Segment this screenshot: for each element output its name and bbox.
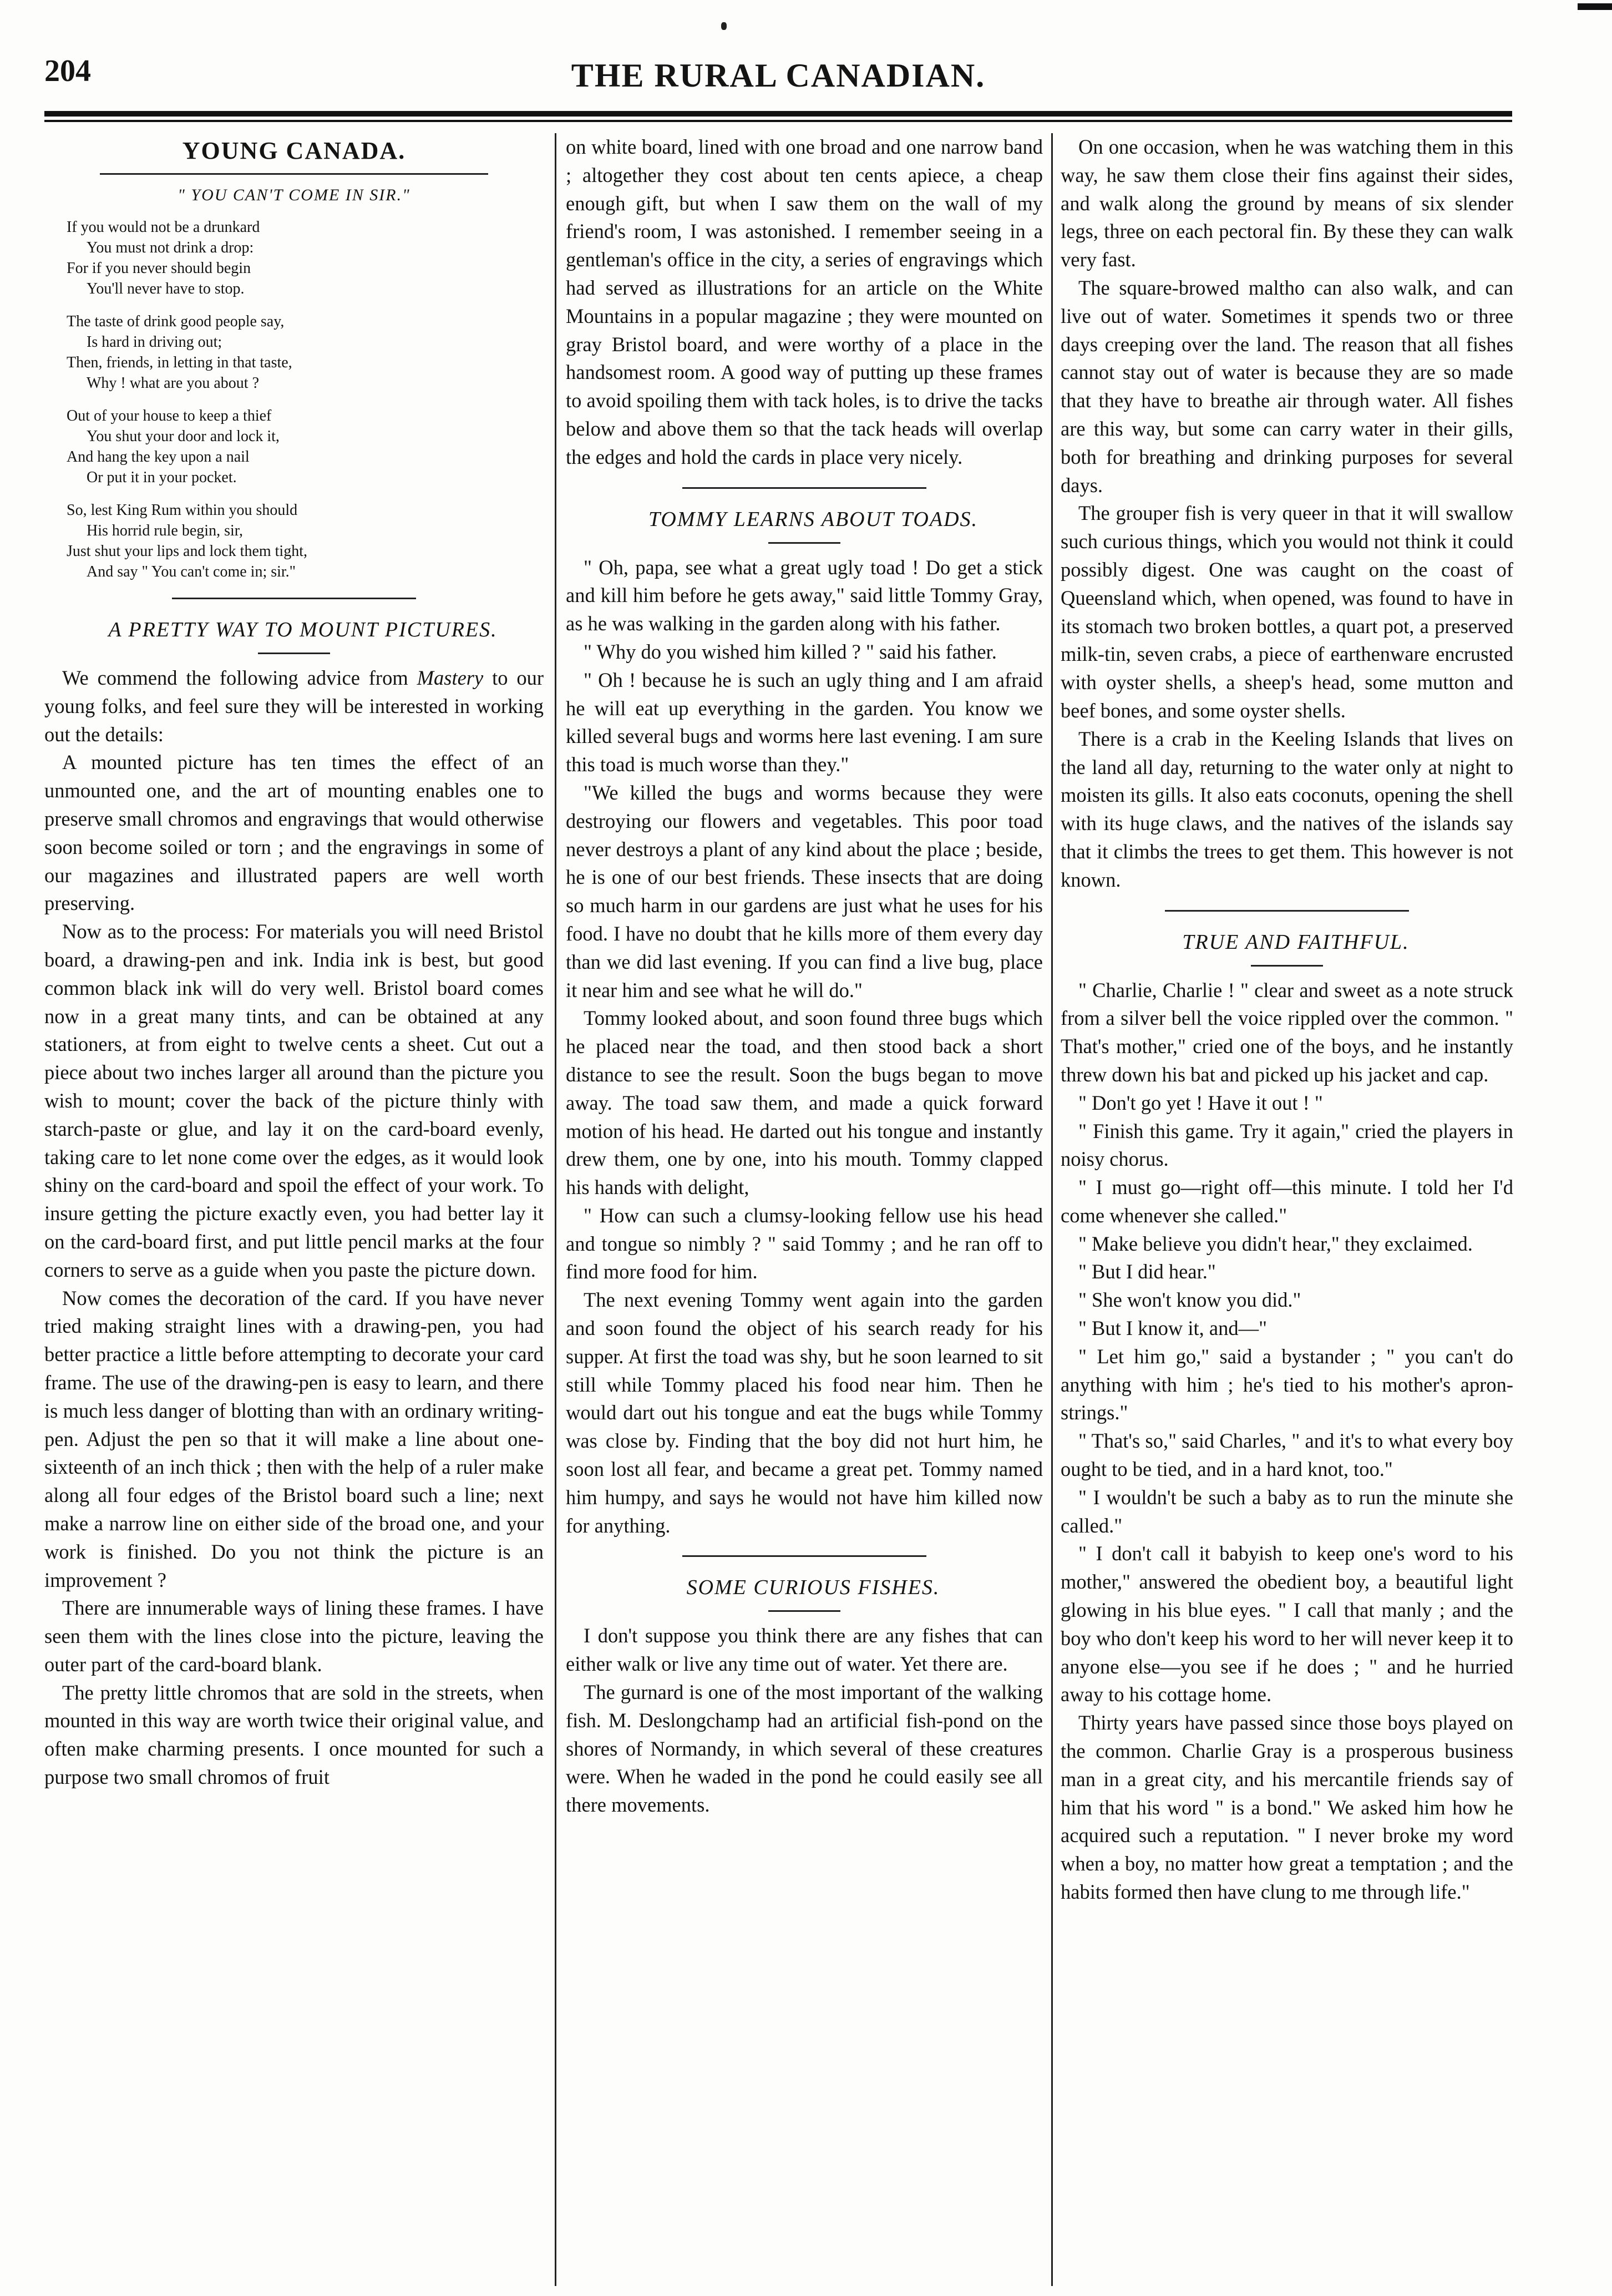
article-rule bbox=[682, 1555, 926, 1557]
article-rule bbox=[172, 598, 416, 599]
article-paragraph: " I must go—right off—this minute. I told her I'd come whenever she called." bbox=[1061, 1176, 1513, 1227]
poem-stanza bbox=[67, 406, 544, 488]
title-rule bbox=[768, 542, 840, 544]
article-paragraph: " She won't know you did." bbox=[1078, 1288, 1301, 1312]
poem-title: " YOU CAN'T COME IN SIR." bbox=[178, 186, 410, 204]
title-rule bbox=[258, 653, 330, 654]
poem-line: Is hard in driving out; bbox=[87, 333, 222, 351]
column-divider bbox=[555, 133, 556, 2286]
article-paragraph: " Finish this game. Try it again," cried the players in noisy chorus. bbox=[1061, 1119, 1513, 1171]
poem-line: Or put it in your pocket. bbox=[87, 469, 237, 486]
article-paragraph: A mounted picture has ten times the effect of an unmounted one, and the art of mounting enables one to preserve small chromos and engravings that would otherwise soon become soiled or torn ; and the engravings in some of our magazines and illustrated papers are well worth preserving. bbox=[44, 751, 544, 915]
article-paragraph: on white board, lined with one broad and one narrow band ; altogether they cost about ten cents apiece, a cheap enough gift, but when I saw them on the wall of my friend's room, I was astonished. I remember seeing in a gentleman's office in the city, a series of engravings which had served as illustrations for an article on the White Mountains in a popular magazine ; they were mounted on gray Bristol board, and were worthy of a place in the handsomest room. A good way of putting up these frames to avoid spoiling them with tack holes, is to drive the tacks below and above them so that the tack heads will overlap the edges and hold the cards in place very nicely. bbox=[566, 135, 1043, 468]
poem-line: So, lest King Rum within you should bbox=[67, 502, 298, 519]
text-run-italic: Mastery bbox=[417, 666, 484, 689]
article-title: SOME CURIOUS FISHES. bbox=[686, 1576, 940, 1600]
page-header bbox=[44, 48, 1512, 103]
article-paragraph: Now as to the process: For materials you will need Bristol board, a drawing-pen and ink. India ink is best, but good common black ink will do very well. Bristol board comes now in a great many tints, and can be obtained at any stationers, at from eight to twelve cents a sheet. Cut out a piece about two inches larger all around than the picture you wish to mount; cover the back of the picture thinly with starch-paste or glue, and lay it on the card-board evenly, taking care to let none come over the edges, as it would look shiny on the card-board and spoil the effect of your work. To insure getting the picture exactly even, you had better lay it on the card-board first, and put little pencil marks at the four corners to serve as a guide when you paste the picture down. bbox=[44, 920, 544, 1281]
column-2 bbox=[566, 133, 1043, 2286]
article-paragraph: " But I know it, and—" bbox=[1078, 1317, 1268, 1340]
article-paragraph: " Charlie, Charlie ! " clear and sweet as a note struck from a silver bell the voice rippled over the common. " That's mother," cried one of the boys, and he instantly threw down his bat and picked up his jacket and cap. bbox=[1061, 978, 1513, 1086]
poem-line: You must not drink a drop: bbox=[87, 239, 254, 256]
article-paragraph: " Don't go yet ! Have it out ! " bbox=[1078, 1091, 1323, 1114]
poem-line: Then, friends, in letting in that taste, bbox=[67, 354, 292, 371]
title-rule bbox=[1251, 965, 1323, 967]
poem-line: For if you never should begin bbox=[67, 260, 251, 277]
poem-line: You shut your door and lock it, bbox=[87, 428, 280, 445]
poem-stanza bbox=[67, 217, 544, 299]
article-paragraph: " I don't call it babyish to keep one's word to his mother," answered the obedient boy, a beautiful light glowing in his blue eyes. " I call that manly ; and the boy who don't keep his word to her will never keep it to anyone else—you see if he does ; " and he hurried away to his cottage home. bbox=[1061, 1542, 1513, 1706]
poem-line: Out of your house to keep a thief bbox=[67, 407, 272, 424]
article-rule bbox=[1165, 910, 1409, 912]
header-rule-thick bbox=[44, 111, 1512, 117]
text-run: We commend the following advice from bbox=[62, 666, 417, 689]
article-title: A PRETTY WAY TO MOUNT PICTURES. bbox=[108, 618, 498, 641]
newspaper-title: THE RURAL CANADIAN. bbox=[571, 57, 986, 94]
article-paragraph: There are innumerable ways of lining these frames. I have seen them with the lines close into the picture, leaving the outer part of the card-board blank. bbox=[44, 1596, 544, 1676]
article-paragraph: " I wouldn't be such a baby as to run the minute she called." bbox=[1061, 1485, 1513, 1537]
page-number: 204 bbox=[44, 54, 91, 88]
article-paragraph: Now comes the decoration of the card. If you have never tried making straight lines with a drawing-pen, you had better practice a little before attempting to decorate your card frame. The use of the drawing-pen is easy to learn, and there is much less danger of blotting than with an ordinary writing-pen. Adjust the pen so that it will make a line about one-sixteenth of an inch thick ; then with the help of a ruler make along all four edges of the Bristol board such a line; next make a narrow line on either side of the broad one, and your work is finished. Do you not think the picture is an improvement ? bbox=[44, 1286, 544, 1591]
article-paragraph: " Oh ! because he is such an ugly thing and I am afraid he will eat up everything in the garden. You know we killed several bugs and worms here last evening. I am sure this toad is much worse than they." bbox=[566, 668, 1043, 776]
poem-line: And say " You can't come in; sir." bbox=[87, 563, 296, 580]
article-paragraph: "We killed the bugs and worms because they were destroying our flowers and vegetables. This poor toad never destroys a plant of any kind about the place ; beside, he is one of our best friends. These insects that are doing so much harm in our gardens are just what he uses for his food. I have no doubt that he kills more of them every day than we did last evening. If you can find a live bug, place it near him and see what he will do." bbox=[566, 781, 1043, 1002]
poem-line: And hang the key upon a nail bbox=[67, 448, 250, 466]
article-paragraph: The gurnard is one of the most important of the walking fish. M. Deslongchamp had an artificial fish-pond on the shores of Normandy, in which several of these creatures were. When he waded in the pond he could easily see all there movements. bbox=[566, 1681, 1043, 1817]
article-title: TOMMY LEARNS ABOUT TOADS. bbox=[648, 507, 979, 531]
poem-line: Why ! what are you about ? bbox=[87, 375, 259, 392]
ink-speck bbox=[721, 22, 727, 30]
section-rule bbox=[100, 173, 488, 175]
poem-line: Just shut your lips and lock them tight, bbox=[67, 543, 307, 560]
article-paragraph: " How can such a clumsy-looking fellow use his head and tongue so nimbly ? " said Tommy ; and he ran off to find more food for him. bbox=[566, 1203, 1043, 1283]
article-paragraph: " Oh, papa, see what a great ugly toad ! Do get a stick and kill him before he gets away," said little Tommy Gray, as he was walking in the garden along with his father. bbox=[566, 555, 1043, 635]
title-rule bbox=[768, 1610, 840, 1612]
poem-line: The taste of drink good people say, bbox=[67, 313, 285, 330]
article-paragraph: The square-browed maltho can also walk, and can live out of water. Sometimes it spends two or three days creeping over the land. The reason that all fishes cannot stay out of water is because they are so made that they have to breathe air through water. All fishes are this way, but some can carry water in their gills, both for breathing and drinking purposes for several days. bbox=[1061, 276, 1513, 497]
article-paragraph: Thirty years have passed since those boys played on the common. Charlie Gray is a prosperous business man in a great city, and his mercantile friends say of him that his word " is a bond." We asked him how he acquired such a reputation. " I never broke my word when a boy, no matter how great a temptation ; and the habits formed then have clung to me through life." bbox=[1061, 1711, 1513, 1904]
corner-mark bbox=[1578, 3, 1612, 10]
article-paragraph: The pretty little chromos that are sold in the streets, when mounted in this way are worth twice their original value, and often make charming presents. I once mounted for such a purpose two small chromos of fruit bbox=[44, 1681, 544, 1789]
article-paragraph: On one occasion, when he was watching them in this way, he saw them close their fins against their sides, and walk along the ground by means of six slender legs, three on each pectoral fin. By these they can walk very fast. bbox=[1061, 135, 1513, 271]
article-paragraph: " Make believe you didn't hear," they exclaimed. bbox=[1078, 1232, 1473, 1255]
header-rule-thin bbox=[44, 120, 1512, 122]
article-paragraph: Tommy looked about, and soon found three bugs which he placed near the toad, and then stood back a short distance to see the result. Soon the bugs began to move away. The toad saw them, and made a quick forward motion of his head. He darted out his tongue and instantly drew them, one by one, into his mouth. Tommy clapped his hands with delight, bbox=[566, 1007, 1043, 1199]
article-paragraph: The next evening Tommy went again into the garden and soon found the object of his search ready for his supper. At first the toad was shy, but he soon learned to sit still while Tommy placed his food near him. Then he would dart out his tongue and eat the bugs while Tommy was close by. Finding that the boy did not hurt him, he soon lost all fear, and became a great pet. Tommy named him humpy, and says he would not have him killed now for anything. bbox=[566, 1288, 1043, 1537]
text-run: to our young folks, and feel sure they will be interested in working out the details: bbox=[44, 666, 544, 746]
poem-line: His horrid rule begin, sir, bbox=[87, 522, 243, 539]
column-1 bbox=[44, 133, 544, 2286]
article-paragraph: I don't suppose you think there are any fishes that can either walk or live any time out of water. Yet there are. bbox=[566, 1624, 1043, 1676]
article-paragraph: " But I did hear." bbox=[1078, 1260, 1216, 1283]
article-paragraph: " Why do you wished him killed ? " said his father. bbox=[584, 640, 997, 663]
article-paragraph bbox=[44, 664, 544, 749]
column-3 bbox=[1061, 133, 1513, 2286]
poem-stanza bbox=[67, 311, 544, 393]
poem-line: If you would not be a drunkard bbox=[67, 219, 260, 236]
section-heading: YOUNG CANADA. bbox=[182, 137, 406, 164]
article-title: TRUE AND FAITHFUL. bbox=[1182, 930, 1410, 954]
article-paragraph: There is a crab in the Keeling Islands that lives on the land all day, returning to the water only at night to moisten its gills. It also eats coconuts, opening the shell with its huge claws, and the natives of the islands say that it climbs the trees to get them. This however is not known. bbox=[1061, 727, 1513, 891]
article-paragraph: " That's so," said Charles, " and it's to what every boy ought to be tied, and in a hard knot, too." bbox=[1061, 1429, 1513, 1481]
article-rule bbox=[682, 487, 926, 489]
article-paragraph: The grouper fish is very queer in that it will swallow such curious things, which you would not think it could possibly digest. One was caught on the coast of Queensland which, when opened, was found to have in its stomach two broken bottles, a quart pot, a preserved milk-tin, seven crabs, a piece of earthenware encrusted with oyster shells, a sheep's head, some mutton and beef bones, and some oyster shells. bbox=[1061, 502, 1513, 722]
column-divider bbox=[1051, 133, 1053, 2286]
article-paragraph: " Let him go," said a bystander ; " you can't do anything with him ; he's tied to his mother's apron-strings." bbox=[1061, 1344, 1513, 1424]
poem-line: You'll never have to stop. bbox=[87, 280, 245, 297]
poem-stanza bbox=[67, 500, 544, 582]
